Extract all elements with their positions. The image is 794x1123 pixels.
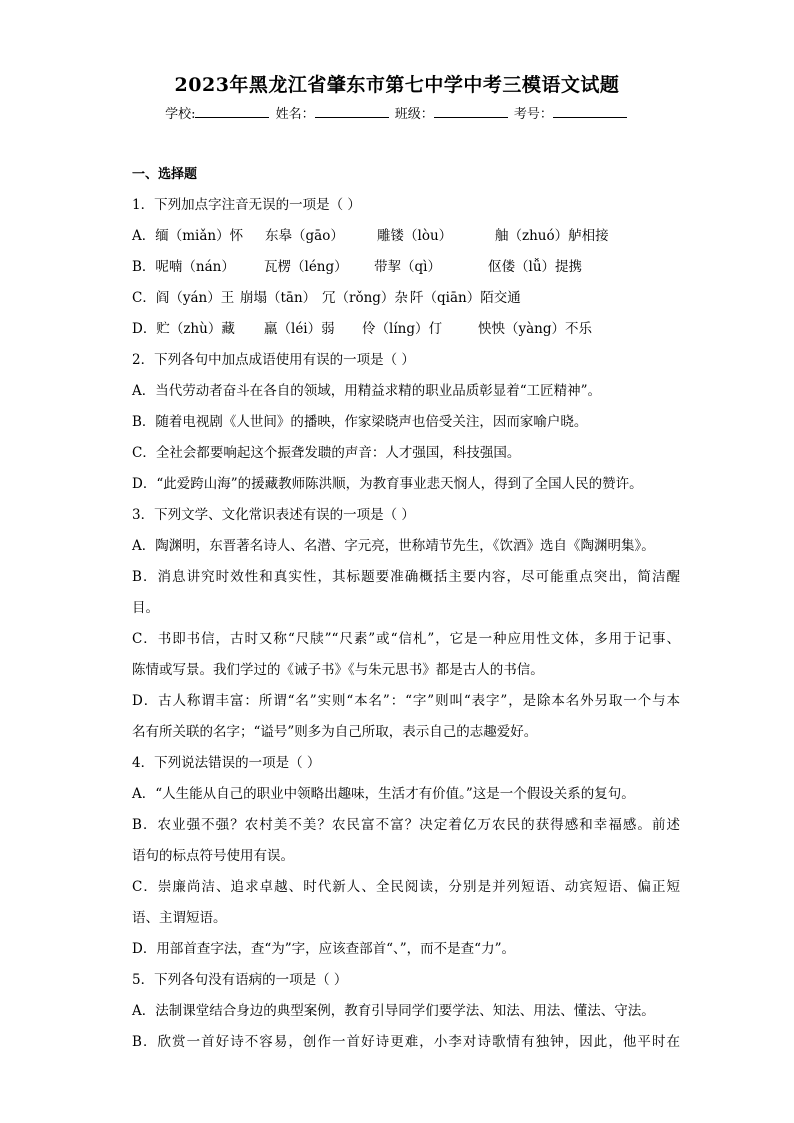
q4-option-b-line2: 语句的标点符号使用有误。	[132, 848, 294, 864]
q1-option-a	[132, 221, 680, 252]
q1-a-2: 东皋（gāo）	[265, 228, 344, 244]
school-label: 学校:	[165, 107, 196, 122]
q1-b-1: B．呢喃（nán）	[132, 259, 235, 275]
q3-option-d-line1: D．古人称谓丰富：所谓“名”实则“本名”：“字”则叫“表字”，是除本名外另取一个与本	[132, 693, 680, 709]
q1-option-d	[132, 314, 680, 345]
q1-b-2: 瓦楞（léng）	[264, 259, 348, 275]
exam-number-blank	[553, 105, 627, 118]
q1-c-4: 阡（qiān）陌交通	[410, 290, 521, 306]
q4-option-b-line1: B．农业强不强？农村美不美？农民富不富？决定着亿万农民的获得感和幸福感。前述	[132, 817, 680, 833]
q4-option-d: D．用部首查字法，查“为”字，应该查部首“、”，而不是查“力”。	[132, 941, 515, 957]
q2-option-b: B．随着电视剧《人世间》的播映，作家梁晓声也倍受关注，因而家喻户晓。	[132, 414, 588, 430]
page-title: 2023年黑龙江省肇东市第七中学中考三模语文试题	[174, 74, 620, 96]
q3-option-a: A．陶渊明，东晋著名诗人、名潜、字元亮，世称靖节先生，《饮酒》选自《陶渊明集》。	[132, 538, 655, 554]
q1-option-b	[132, 252, 680, 283]
q3-stem: 3．下列文学、文化常识表述有误的一项是（ ）	[132, 507, 415, 523]
q4-stem: 4．下列说法错误的一项是（ ）	[132, 755, 321, 771]
q1-a-1: A．缅（miǎn）怀	[132, 228, 244, 244]
student-info-row	[0, 103, 794, 122]
q1-b-3: 带挈（qì）	[374, 259, 441, 275]
q3-option-d-line2: 名有所关联的名字；“谥号”则多为自己所取，表示自己的志趣爱好。	[132, 724, 538, 740]
q4-option-c-line1: C．崇廉尚洁、追求卓越、时代新人、全民阅读，分别是并列短语、动宾短语、偏正短	[132, 879, 680, 895]
q3-option-c-line2: 陈情或写景。我们学过的《诫子书》《与朱元思书》都是古人的书信。	[132, 662, 544, 678]
q1-c-1: C．阎（yán）王	[132, 290, 235, 306]
section-title: 一、选择题	[132, 167, 198, 182]
exam-number-label: 考号：	[513, 107, 553, 122]
q3-option-c-line1: C．书即书信，古时又称“尺牍”“尺素”或“信札”，它是一种应用性文体，多用于记事、	[132, 631, 680, 647]
q1-a-4: 舳（zhuó）舻相接	[495, 228, 609, 244]
class-label: 班级：	[394, 107, 434, 122]
name-blank	[315, 105, 389, 118]
q1-d-3: 伶（líng）仃	[362, 321, 442, 337]
q1-option-c	[132, 283, 680, 314]
q3-option-b-line2: 目。	[132, 600, 159, 616]
question-content	[132, 160, 680, 1058]
q2-stem: 2．下列各句中加点成语使用有误的一项是（ ）	[132, 352, 415, 368]
name-label: 姓名：	[275, 107, 315, 122]
q1-c-3: 冗（rǒng）杂	[322, 290, 408, 306]
q1-b-4: 伛偻（lǚ）提携	[488, 259, 583, 275]
q3-option-b-line1: B．消息讲究时效性和真实性，其标题要准确概括主要内容，尽可能重点突出，简洁醒	[132, 569, 680, 585]
q2-option-c: C．全社会都要响起这个振聋发聩的声音：人才强国，科技强国。	[132, 445, 521, 461]
q2-option-d: D．“此爱跨山海”的援藏教师陈洪顺，为教育事业悲天悯人，得到了全国人民的赞许。	[132, 476, 643, 492]
q1-c-2: 崩塌（tān）	[240, 290, 317, 306]
q1-a-3: 雕镂（lòu）	[377, 228, 453, 244]
q2-option-a: A．当代劳动者奋斗在各自的领域，用精益求精的职业品质彰显着“工匠精神”。	[132, 383, 602, 399]
q1-d-1: D．贮（zhù）藏	[132, 321, 235, 337]
q1-stem: 1．下列加点字注音无误的一项是（ ）	[132, 197, 361, 213]
q5-option-a: A．法制课堂结合身边的典型案例，教育引导同学们要学法、知法、用法、懂法、守法。	[132, 1003, 655, 1019]
q1-d-4: 怏怏（yàng）不乐	[478, 321, 593, 337]
class-blank	[434, 105, 508, 118]
q1-d-2: 羸（léi）弱	[264, 321, 335, 337]
q4-option-c-line2: 语、主谓短语。	[132, 910, 227, 926]
school-blank	[195, 105, 269, 118]
q5-stem: 5．下列各句没有语病的一项是（ ）	[132, 972, 348, 988]
q5-option-b-line1: B．欣赏一首好诗不容易，创作一首好诗更难，小李对诗歌情有独钟，因此，他平时在	[132, 1034, 680, 1050]
q4-option-a: A．“人生能从自己的职业中领略出趣味，生活才有价值。”这是一个假设关系的复句。	[132, 786, 635, 802]
